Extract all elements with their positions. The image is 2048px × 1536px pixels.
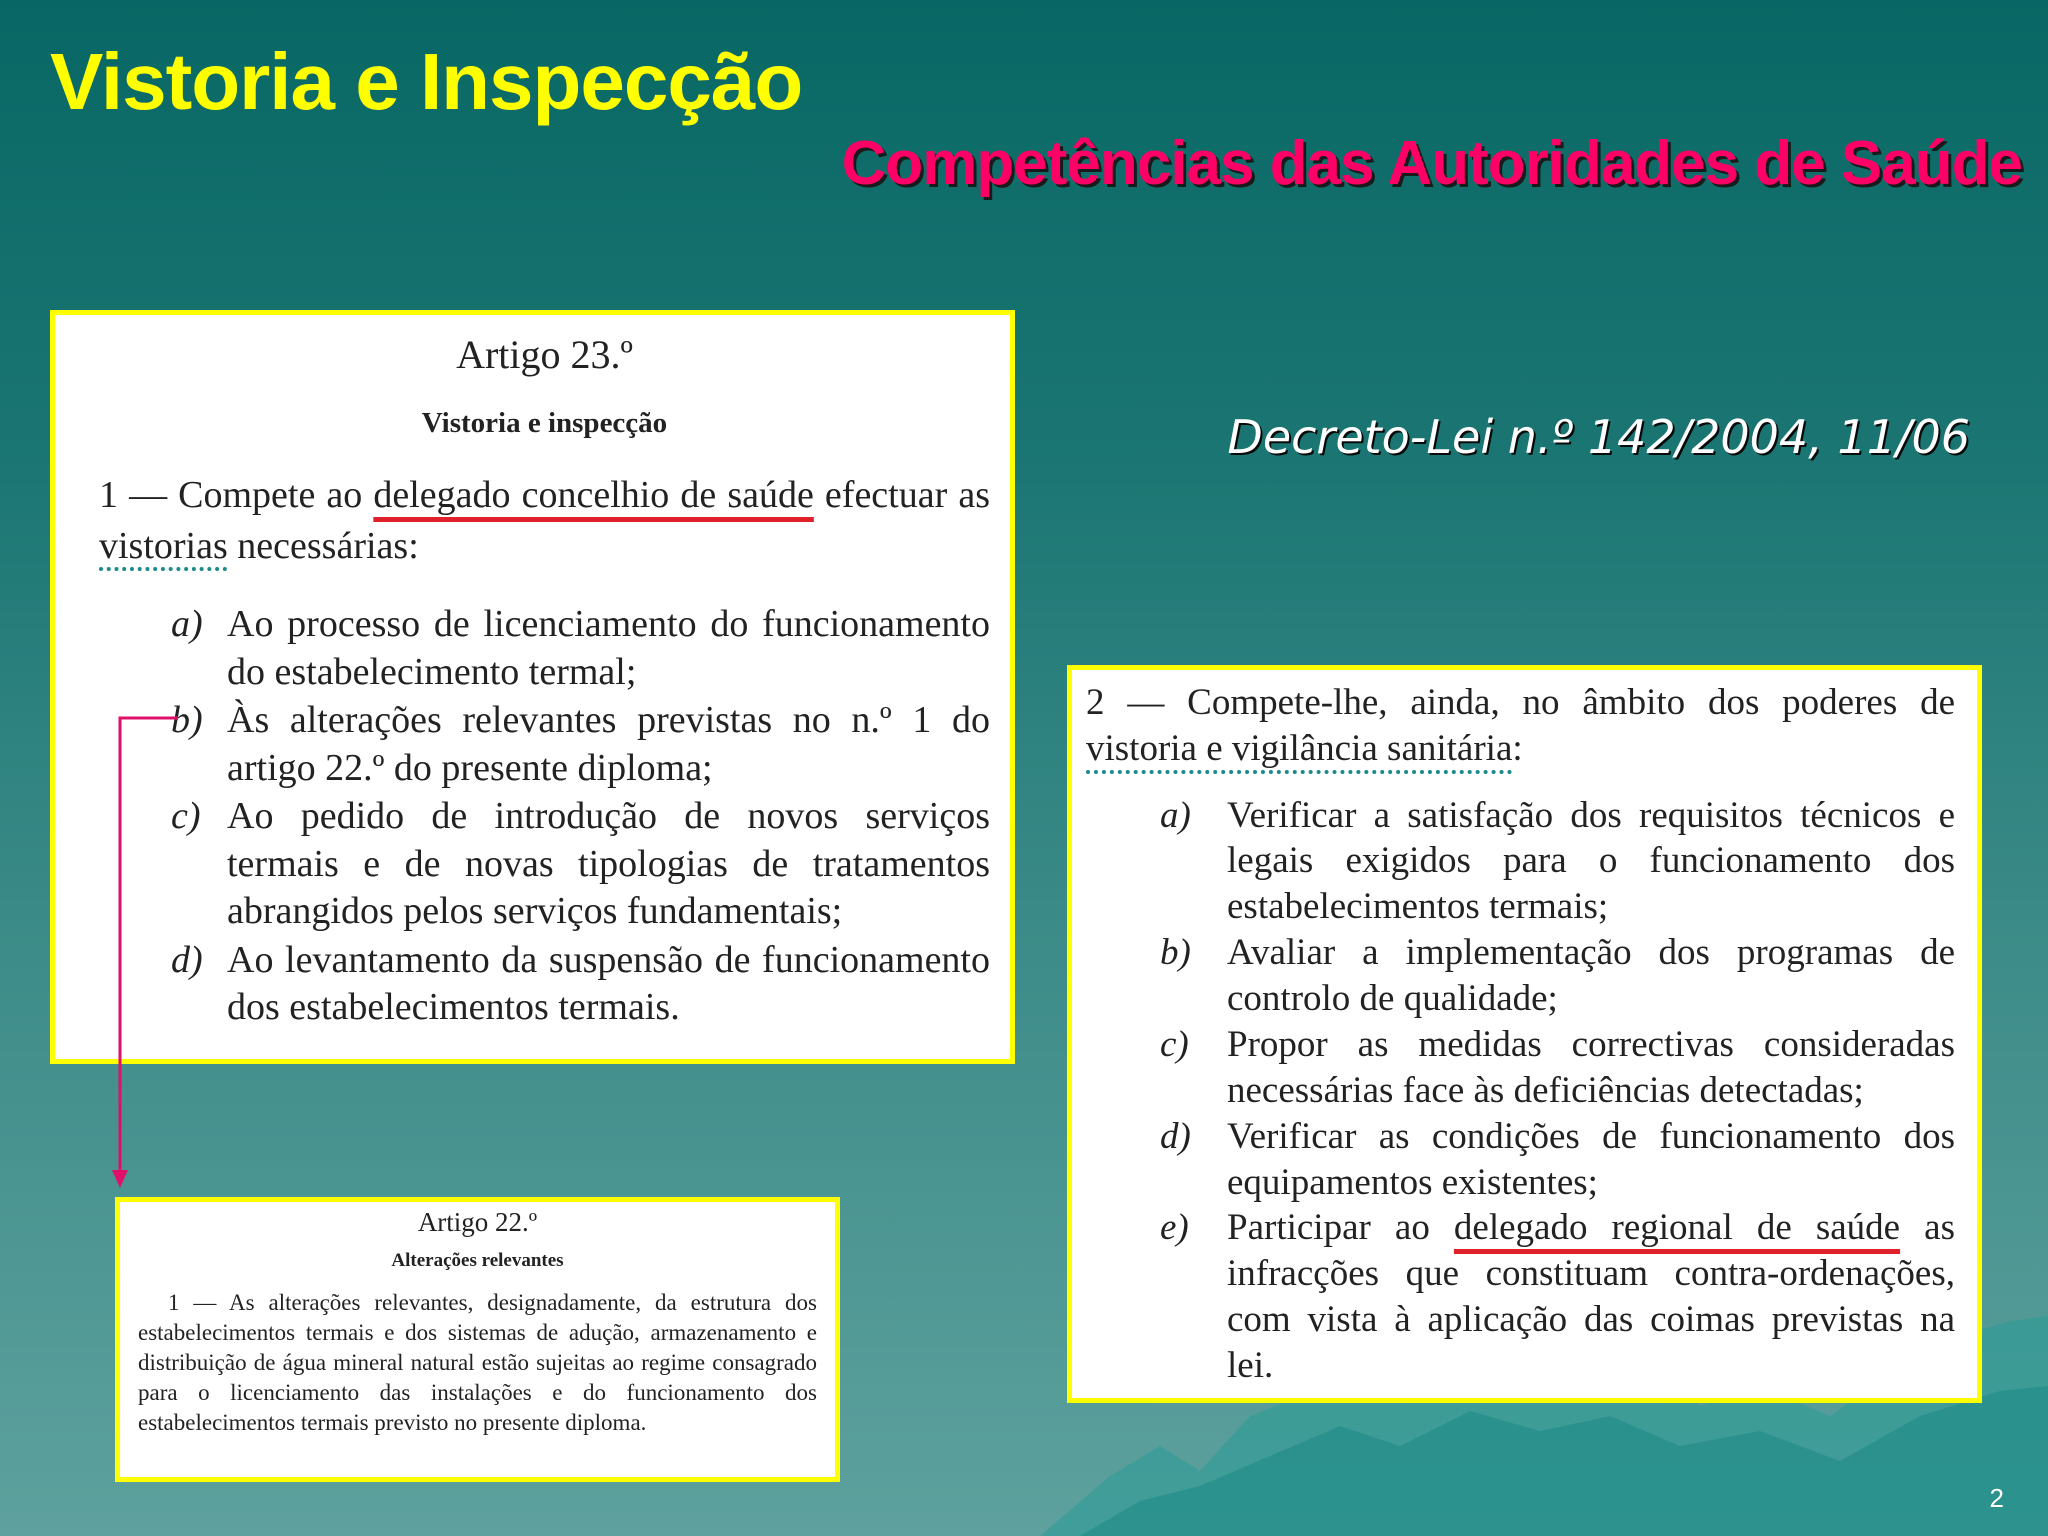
item-letter: b) bbox=[171, 699, 203, 742]
article-23-paragraph-2 bbox=[1086, 680, 1955, 773]
slide-subtitle: Competências das Autoridades de Saúde bbox=[841, 129, 2022, 198]
para2-suffix: : bbox=[1512, 728, 1523, 770]
article-22-box bbox=[115, 1197, 840, 1482]
item-text: Verificar as condições de funcionamento dos equipamentos existentes; bbox=[1227, 1115, 1955, 1203]
highlight-delegado-regional: delegado regional de saúde bbox=[1453, 1207, 1901, 1249]
item-letter: c) bbox=[171, 795, 201, 838]
article-22-section-title: Alterações relevantes bbox=[391, 1250, 564, 1272]
item-letter: c) bbox=[1160, 1023, 1189, 1065]
item-text: Avaliar a implementação dos programas de controlo de qualidade; bbox=[1227, 932, 1955, 1019]
para1-suffix: necessárias: bbox=[227, 524, 419, 567]
para1-prefix: 1 — Compete ao bbox=[99, 474, 374, 516]
item-text: Ao levantamento da suspensão de funcionamento dos estabelecimentos termais. bbox=[227, 938, 990, 1029]
highlight-delegado-concelhio: delegado concelhio de saúde bbox=[373, 474, 814, 516]
slide-title: Vistoria e Inspecção bbox=[50, 37, 803, 126]
list-item bbox=[99, 793, 990, 936]
item-e-suffix: as infracções que constituam contra-ordenações, com vista à aplicação das coimas previstas na lei. bbox=[1227, 1207, 1955, 1386]
list-item bbox=[99, 601, 990, 696]
list-item bbox=[1086, 930, 1955, 1022]
list-item bbox=[1086, 1205, 1955, 1389]
item-text: Ao processo de licenciamento do funcionamento do estabelecimento termal; bbox=[227, 603, 990, 693]
item-letter: e) bbox=[1160, 1207, 1189, 1249]
article-22-paragraph-1: 1 — As alterações relevantes, designadamente, da estrutura dos estabelecimentos termais e dos sistemas de adução, armazenamento e distribuição de água mineral natural estão sujeitas ao regime consagrado para o licenciamento das instalações e do funcionamento dos estabelecimentos termais previsto no presente diploma. bbox=[138, 1290, 817, 1435]
article-23-paragraph-1 bbox=[99, 470, 990, 571]
dotted-vistorias: vistorias bbox=[99, 524, 228, 567]
item-letter: a) bbox=[171, 603, 203, 646]
list-item bbox=[1086, 1114, 1955, 1206]
article-23-paragraph-2-box bbox=[1067, 665, 1982, 1403]
list-item bbox=[1086, 793, 1955, 931]
item-text: Propor as medidas correctivas consideradas necessárias face às deficiências detectadas; bbox=[1227, 1023, 1955, 1111]
article-23-box bbox=[50, 310, 1015, 1064]
dotted-vistoria-vigilancia: vistoria e vigilância sanitária bbox=[1086, 728, 1513, 770]
item-letter: d) bbox=[1160, 1115, 1191, 1157]
para2-prefix: 2 — Compete-lhe, ainda, no âmbito dos poderes de bbox=[1086, 682, 1955, 723]
article-22-heading: Artigo 22.º bbox=[417, 1207, 538, 1237]
item-e-prefix: Participar ao bbox=[1227, 1207, 1454, 1249]
item-text: Às alterações relevantes previstas no n.º 1 do artigo 22.º do presente diploma; bbox=[227, 699, 990, 789]
article-23-heading: Artigo 23.º bbox=[456, 332, 633, 377]
item-letter: b) bbox=[1160, 932, 1191, 974]
list-item bbox=[99, 937, 990, 1032]
article-23-item-list bbox=[99, 601, 990, 1032]
para1-mid: efectuar as bbox=[813, 474, 990, 516]
article-23-section-title: Vistoria e inspecção bbox=[421, 407, 668, 439]
item-text: Ao pedido de introdução de novos serviços termais e de novas tipologias de tratamentos abrangidos pelos serviços fundamentais; bbox=[227, 795, 990, 933]
item-text: Verificar a satisfação dos requisitos técnicos e legais exigidos para o funcionamento dos estabelecimentos termais; bbox=[1227, 794, 1955, 928]
slide-number: 2 bbox=[1989, 1483, 2004, 1513]
item-letter: d) bbox=[171, 938, 203, 981]
list-item bbox=[1086, 1022, 1955, 1114]
article-23-paragraph-2-item-list bbox=[1086, 793, 1955, 1389]
decree-reference: Decreto-Lei n.º 142/2004, 11/06 bbox=[1227, 410, 1970, 464]
list-item bbox=[99, 697, 990, 792]
item-letter: a) bbox=[1160, 794, 1191, 836]
